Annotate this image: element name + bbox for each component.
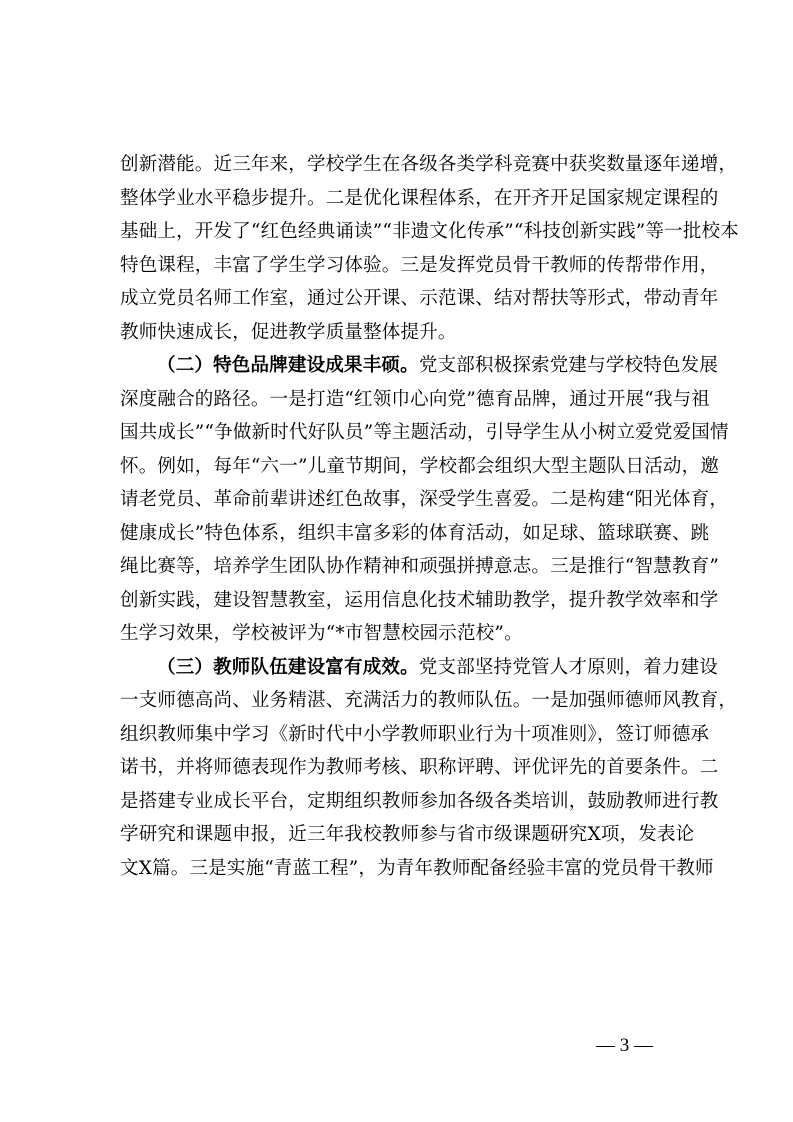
text-line: 是搭建专业成长平台，定期组织教师参加各级各类培训，鼓励教师进行教 <box>120 790 719 812</box>
text-line: 基础上，开发了“红色经典诵读”“非遗文化传承”“科技创新实践”等一批校本 <box>120 221 739 242</box>
paragraph-teacher-team <box>120 651 738 886</box>
text-line: 怀。例如，每年“六一”儿童节期间，学校都会组织大型主题队日活动，邀 <box>120 455 720 477</box>
text-line: 特色课程，丰富了学生学习体验。三是发挥党员骨干教师的传帮带作用， <box>120 254 719 276</box>
section-first-line-text: 党支部积极探索党建与学校特色发展 <box>418 355 719 376</box>
text-line: 组织教师集中学习《新时代中小学教师职业行为十项准则》，签订师德承 <box>120 723 710 745</box>
text-line: 教师快速成长，促进教学质量整体提升。 <box>120 321 457 343</box>
text-line: 成立党员名师工作室，通过公开课、示范课、结对帮扶等形式，带动青年 <box>120 288 719 309</box>
text-line: 学研究和课题申报，近三年我校教师参与省市级课题研究X项，发表论 <box>120 824 695 845</box>
text-line: 诺书，并将师德表现作为教师考核、职称评聘、评优评先的首要条件。二 <box>120 757 719 778</box>
text-line: 健康成长”特色体系，组织丰富多彩的体育活动，如足球、篮球联赛、跳 <box>120 522 710 544</box>
text-line: 生学习效果，学校被评为“*市智慧校园示范校”。 <box>120 623 523 644</box>
text-line: 深度融合的路径。一是打造“红领巾心向党”德育品牌，通过开展“我与祖 <box>120 388 710 410</box>
page-number: — 3 — <box>596 1035 653 1056</box>
document-body <box>120 148 739 885</box>
section-heading: （三）教师队伍建设富有成效。 <box>157 656 419 678</box>
paragraph-course-system <box>120 148 739 349</box>
text-line: 整体学业水平稳步提升。二是优化课程体系，在开齐开足国家规定课程的 <box>120 187 719 209</box>
text-line: 国共成长”“争做新时代好队员”等主题活动，引导学生从小树立爱党爱国情 <box>120 422 729 443</box>
section-heading: （二）特色品牌建设成果丰硕。 <box>157 355 419 376</box>
text-line: 一支师德高尚、业务精湛、充满活力的教师队伍。一是加强师德师风教育， <box>120 690 738 711</box>
paragraph-brand-building <box>120 349 729 651</box>
text-line: 请老党员、革命前辈讲述红色故事，深受学生喜爱。二是构建“阳光体育， <box>120 489 729 510</box>
text-line: 绳比赛等，培养学生团队协作精神和顽强拼搏意志。三是推行“智慧教育” <box>120 556 720 577</box>
text-line: 创新实践，建设智慧教室，运用信息化技术辅助教学，提升教学效率和学 <box>120 589 719 611</box>
section-first-line-text: 党支部坚持党管人才原则，着力建设 <box>418 656 719 678</box>
text-line: 文X篇。三是实施“青蓝工程”，为青年教师配备经验丰富的党员骨干教师 <box>120 857 714 879</box>
section-first-line <box>120 651 719 685</box>
section-first-line <box>120 349 719 383</box>
text-line: 创新潜能。近三年来，学校学生在各级各类学科竞赛中获奖数量逐年递增， <box>120 154 738 175</box>
